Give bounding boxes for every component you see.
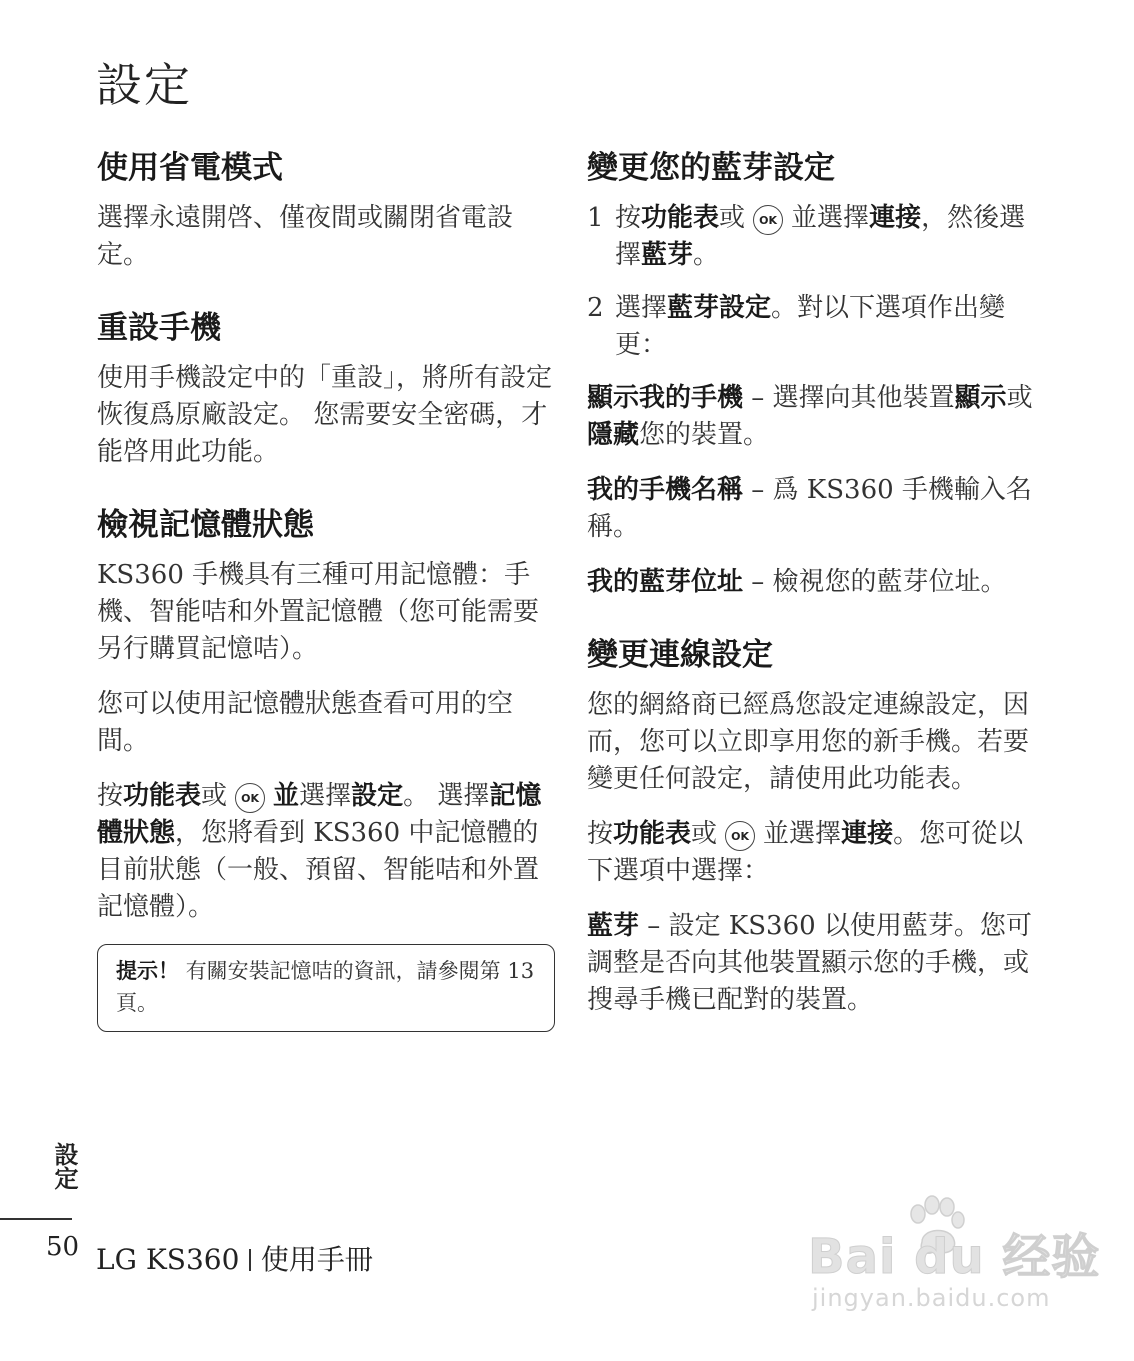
footer-product: LG KS360 [96,1243,240,1276]
ok-icon: OK [725,821,755,851]
tip-box [97,944,555,1032]
step-text: 選擇藍芽設定。對以下選項作出變更： [615,292,1006,360]
ok-icon: OK [753,205,783,235]
connection-body-1: 您的網絡商已經爲您設定連線設定，因而，您可以立即享用您的新手機。若要變更任何設定，請使用此功能表。 [587,689,1030,794]
power-save-body: 選擇永遠開啓、僅夜間或關閉省電設定。 [97,202,514,270]
right-column [587,148,1047,1037]
side-divider [0,1218,72,1220]
step-number: 2 [587,292,604,323]
footer-manual: 使用手冊 [260,1243,373,1276]
memory-body-2: 您可以使用記憶體狀態查看可用的空間。 [97,688,514,756]
watermark-url: jingyan.baidu.com [812,1284,1051,1312]
memory-body-3: 按功能表或 OK 並選擇設定。 選擇記憶體狀態，您將看到 KS360 中記憶體的目前狀態（一般、預留、智能咭和外置記憶體）。 [97,780,542,922]
bluetooth-option-address: 我的藍芽位址 – 檢視您的藍芽位址。 [587,566,1007,597]
power-save-heading: 使用省電模式 [97,150,283,186]
reset-heading: 重設手機 [97,309,221,346]
page-number: 50 [46,1232,80,1262]
bluetooth-option-name: 我的手機名稱 – 爲 KS360 手機輸入名稱。 [587,474,1032,542]
connection-heading: 變更連線設定 [587,636,773,673]
baidu-watermark [808,1192,1108,1322]
memory-heading: 檢視記憶體狀態 [97,506,314,543]
bluetooth-heading: 變更您的藍芽設定 [587,150,835,186]
memory-body-1: KS360 手機具有三種可用記憶體：手機、智能咭和外置記憶體（您可能需要另行購買記憶咭）。 [97,559,540,664]
connection-body-3: 藍芽 – 設定 KS360 以使用藍芽。您可調整是否向其他裝置顯示您的手機，或搜尋手機已配對的裝置。 [587,910,1032,1015]
bluetooth-option-visibility: 顯示我的手機 – 選擇向其他裝置顯示或隱藏您的裝置。 [587,382,1033,450]
footer-title [96,1238,373,1278]
footer-separator [249,1249,251,1271]
connection-body-2: 按功能表或 OK 並選擇連接。您可從以下選項中選擇： [587,818,1024,886]
watermark-brand: Bai du 经验 [808,1229,1101,1285]
bluetooth-step-1 [587,200,1047,274]
step-number: 1 [587,202,604,233]
reset-body: 使用手機設定中的「重設」，將所有設定恢復爲原廠設定。 您需要安全密碼，才能啓用此功能。 [97,362,553,467]
tip-label: 提示！ [116,958,179,983]
side-tab: 設定 [50,1142,78,1190]
step-text: 按功能表或 OK 並選擇連接，然後選擇藍芽。 [615,202,1026,270]
tip-text: 有關安裝記憶咭的資訊，請參閱第 13 頁。 [116,958,535,1015]
bluetooth-step-2 [587,290,1047,364]
page-title: 設定 [96,58,192,112]
left-column [97,148,557,1032]
ok-icon: OK [235,783,265,813]
